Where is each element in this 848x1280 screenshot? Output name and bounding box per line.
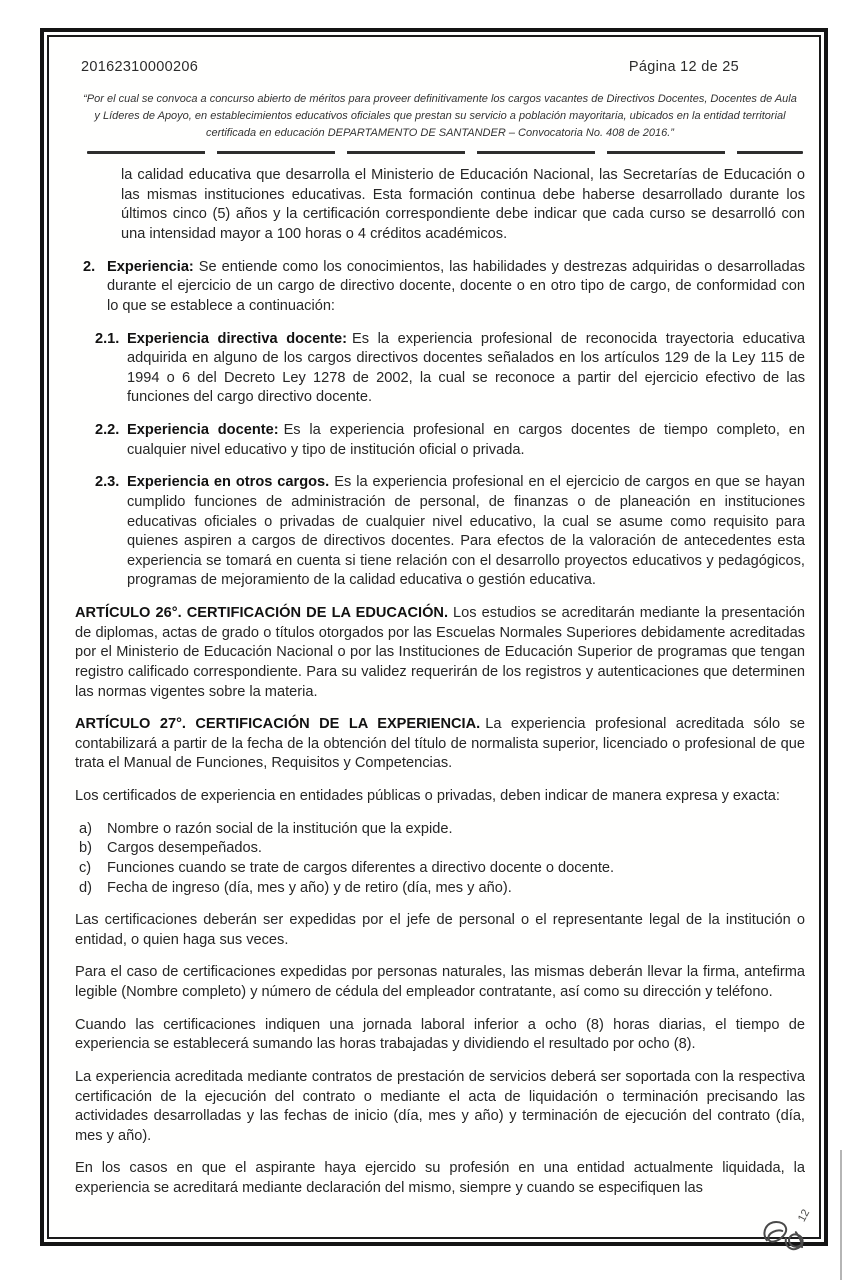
signature-mark (752, 1194, 822, 1264)
list-item-a (79, 820, 805, 840)
list-item-b (79, 839, 805, 859)
list-item-text: Cargos desempeñados. (107, 840, 262, 857)
item-text (127, 421, 805, 460)
numbered-item-2-3 (95, 473, 805, 591)
paragraph-personas-naturales: Para el caso de certificaciones expedidas por personas naturales, las mismas deberán llevar la firma, antefirma legible (Nombre completo) y número de cédula del empleador contratante, así como su dirección y teléfono. (75, 964, 805, 1001)
item-body-text: Se entiende como los conocimientos, las habilidades y destrezas adquiridas o desarrolladas durante el ejercicio de un cargo de directivo docente, docente o en otro tipo de cargo, de conformidad con lo que se establece a continuación: (107, 258, 805, 314)
list-item-text: Nombre o razón social de la institución que la expide. (107, 820, 453, 837)
item-body-text: Es la experiencia profesional en cargos docentes de tiempo completo, en cualquier nivel educativo y tipo de institución oficial o privada. (127, 422, 805, 458)
list-letter: d) (79, 879, 92, 896)
paragraph-certificaciones: Las certificaciones deberán ser expedidas por el jefe de personal o el representante legal de la institución o entidad, o quien haga sus veces. (75, 912, 805, 948)
item-number: 2. (83, 258, 96, 275)
numbered-item-2-1 (95, 330, 805, 409)
paragraph-certificados: Los certificados de experiencia en entidades públicas o privadas, deben indicar de manera expresa y exacta: (75, 788, 780, 805)
item-title: Experiencia en otros cargos. (127, 474, 330, 491)
paragraph-jornada: Cuando las certificaciones indiquen una jornada laboral inferior a ocho (8) horas diarias, el tiempo de experiencia se establecerá sumando las horas trabajadas y dividiendo el resultado por ocho (8). (75, 1016, 805, 1053)
item-title: Experiencia directiva docente: (127, 330, 348, 347)
convocatoria-quote: “Por el cual se convoca a concurso abierto de méritos para proveer definitivamente los cargos vacantes de Directivos Docentes, Docentes de Aula y Líderes de Apoyo, en establecimientos educativos oficiales que prestan su servicio a población mayoritaria, ubicados en la entidad territorial certificada en educación DEPARTAMENTO DE SANTANDER – Convocatoria No. 408 de 2016.” (83, 93, 797, 140)
item-title: Experiencia docente: (127, 422, 279, 439)
articulo-26-title: ARTÍCULO 26°. CERTIFICACIÓN DE LA EDUCACIÓN. (75, 605, 449, 622)
list-item-c (79, 859, 805, 879)
item-text (127, 330, 805, 409)
lettered-list (75, 820, 805, 899)
articulo-27-title: ARTÍCULO 27°. CERTIFICACIÓN DE LA EXPERIENCIA. (75, 716, 481, 733)
signature-digits: 12 (795, 1207, 813, 1224)
articulo-27-paragraph (75, 715, 805, 774)
paragraph-continuation: la calidad educativa que desarrolla el Ministerio de Educación Nacional, las Secretarías de Educación o las mismas instituciones educativas. Esta formación continua debe haberse desarrollado durante los últimos cinco (5) años y la certificación correspondiente debe indicar que cada curso se desarrolló con una intensidad mayor a 100 horas o 4 créditos académicos. (121, 167, 805, 243)
page-header (75, 53, 805, 75)
item-number: 2.3. (95, 474, 120, 491)
list-letter: a) (79, 820, 92, 837)
list-item-text: Funciones cuando se trate de cargos diferentes a directivo docente o docente. (107, 859, 615, 876)
header-separator-line (87, 151, 803, 154)
page-outer-border (40, 28, 828, 1246)
numbered-item-2-2 (95, 421, 805, 460)
paragraph-entidad-liquidada: En los casos en que el aspirante haya ejercido su profesión en una entidad actualmente liquidada, la experiencia se acreditará mediante declaración del mismo, siempre y cuando se especifiquen las (75, 1160, 805, 1197)
page-number-label: Página 12 de 25 (628, 59, 739, 75)
paragraph-contratos: La experiencia acreditada mediante contratos de prestación de servicios deberá ser soportada con la respectiva certificación de la ejecución del contrato o mediante el acta de liquidación o terminación precisando las actividades desarrolladas y las fechas de inicio (día, mes y año) y terminación de ejecución del contrato (día, mes y año). (75, 1068, 805, 1144)
list-letter: b) (79, 840, 92, 857)
list-item-d (79, 879, 805, 899)
item-number: 2.2. (95, 422, 120, 439)
articulo-26-text: Los estudios se acreditarán mediante la presentación de diplomas, actas de grado o títulos otorgados por las Escuelas Normales Superiores debidamente acreditadas por el Ministerio de Educación Nacional o por las Instituciones de Educación Superior de programas que tengan registro calificado correspondiente. Para su validez requerirán de los registros y autenticaciones que determinen las normas vigentes sobre la materia. (75, 605, 805, 700)
articulo-26-paragraph (75, 604, 805, 702)
item-number: 2.1. (95, 330, 120, 347)
document-body (75, 166, 805, 1199)
item-body-text: Es la experiencia profesional de reconocida trayectoria educativa adquirida en alguno de los cargos directivos docentes señalados en los artículos 129 de la Ley 115 de 1994 o 6 del Decreto Ley 1278 de 2002, la cual se reconoce a partir del ejercicio efectivo de las funciones del cargo directivo docente. (127, 330, 805, 406)
list-letter: c) (79, 859, 92, 876)
item-title: Experiencia: (107, 258, 194, 275)
item-body-text: Es la experiencia profesional en el ejercicio de cargos en que se hayan cumplido funciones de administración de personal, de finanzas o de planeación en instituciones educativas oficiales o privadas de cualquier nivel educativo, la cual se asume como requisito para quienes aspiren a cargos de directivos docentes. Para efectos de la valoración de antecedentes esta experiencia se tomará en cuenta si tiene relación con el desarrollo proyectos educativos y pedagógicos, programas de mejoramiento de la calidad educativa o gestión educativa. (127, 474, 805, 589)
articulo-27-text: La experiencia profesional acreditada sólo se contabilizará a partir de la fecha de la obtención del título de normalista superior, licenciado o profesional de que trata el Manual de Funciones, Requisitos y Competencias. (75, 716, 805, 772)
scan-edge-artifact (840, 1150, 842, 1280)
item-text (127, 473, 805, 591)
page-inner-border (47, 35, 821, 1239)
document-number: 20162310000206 (81, 59, 199, 75)
item-text (107, 258, 805, 317)
numbered-item-2 (83, 258, 805, 317)
list-item-text: Fecha de ingreso (día, mes y año) y de retiro (día, mes y año). (107, 879, 512, 896)
